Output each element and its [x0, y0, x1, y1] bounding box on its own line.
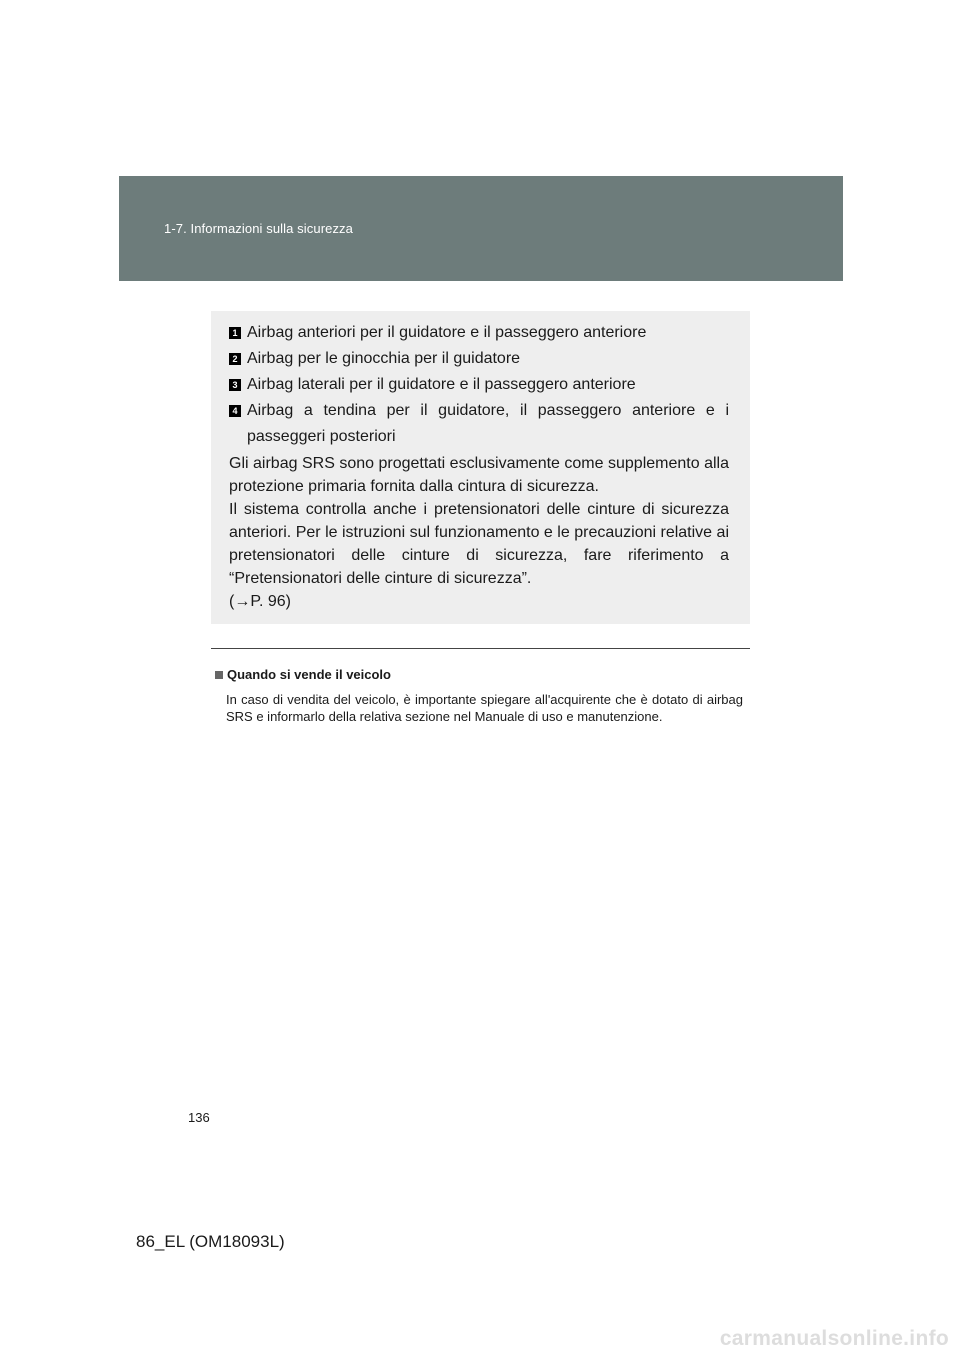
airbag-item-text: Airbag per le ginocchia per il guidatore	[247, 350, 521, 367]
number-badge: 3	[229, 379, 241, 391]
section-title: 1-7. Informazioni sulla sicurezza	[164, 221, 353, 236]
note-title-text: Quando si vende il veicolo	[227, 667, 391, 682]
airbag-item-text: Airbag a tendina per il guidatore, il passeggero anteriore e i passeggeri posteriori	[247, 402, 729, 445]
airbag-info-box	[211, 311, 750, 624]
sale-note	[215, 667, 743, 725]
airbag-list-item	[229, 398, 729, 450]
note-body: In caso di vendita del veicolo, è importante spiegare all'acquirente che è dotato di airbag SRS e informarlo della relativa sezione nel Manuale di uso e manutenzione.	[226, 692, 743, 724]
square-bullet-icon	[215, 671, 223, 679]
srs-description-paragraph: Gli airbag SRS sono progettati esclusivamente come supplemento alla protezione primaria fornita dalla cintura di sicurezza.	[229, 455, 729, 495]
airbag-item-text: Airbag anteriori per il guidatore e il passeggero anteriore	[247, 324, 647, 341]
number-badge: 2	[229, 353, 241, 365]
section-divider	[211, 648, 750, 649]
airbag-item-text: Airbag laterali per il guidatore e il passeggero anteriore	[247, 376, 636, 393]
airbag-list-item	[229, 320, 729, 346]
page-reference: (→P. 96)	[229, 593, 291, 610]
number-badge: 1	[229, 327, 241, 339]
section-header-band	[119, 176, 843, 281]
number-badge: 4	[229, 405, 241, 417]
airbag-list-item	[229, 346, 729, 372]
airbag-list-item	[229, 372, 729, 398]
page-number: 136	[188, 1110, 210, 1125]
watermark: carmanualsonline.info	[719, 1327, 949, 1350]
footer-document-code: 86_EL (OM18093L)	[136, 1232, 285, 1251]
pretensioner-paragraph: Il sistema controlla anche i pretensionatori delle cinture di sicurezza anteriori. Per le istruzioni sul funzionamento e le precauzioni relative ai pretensionatori delle cinture di sicurezza, fare riferimento a “Pretensionatori delle cinture di sicurezza”.	[229, 501, 729, 587]
note-heading	[215, 667, 743, 683]
